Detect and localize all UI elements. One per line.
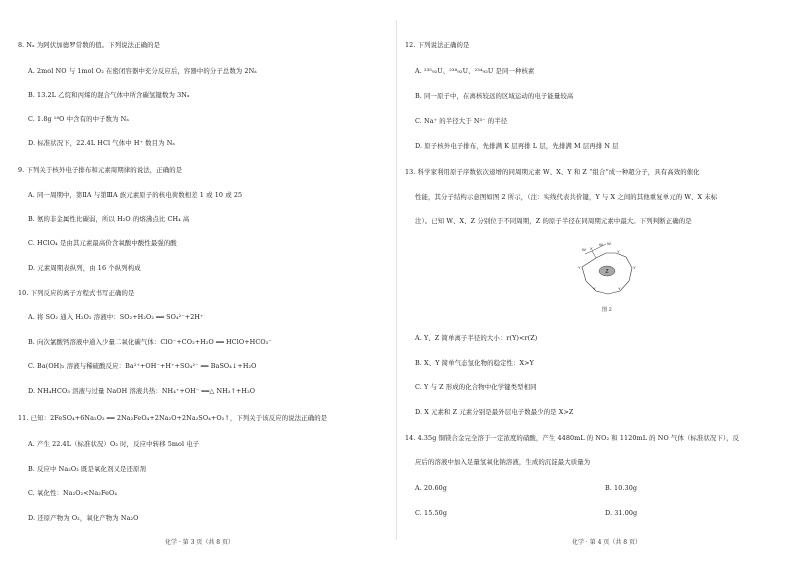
question-12-stem: 12. 下列说法正确的是 bbox=[405, 41, 470, 49]
question-10-stem: 10. 下列反应的离子方程式书写正确的是 bbox=[18, 289, 135, 297]
question-11-option-d: D. 还原产物为 O₂，氧化产物为 Na₂O bbox=[28, 514, 139, 522]
question-13-stem-line-2: 性能，其分子结构示意图如图 2 所示，（注：实线代表共价键，Y 与 X 之间的其他重复单元的 W、X 未标 bbox=[415, 193, 718, 201]
question-14-stem-line-2: 应后的溶液中加入足量氢氧化钠溶液，生成的沉淀最大质量为 bbox=[415, 458, 591, 466]
question-12-option-c: C. Na⁺ 的半径大于 N³⁻ 的半径 bbox=[415, 117, 508, 125]
question-12-option-b: B. 同一原子中，在离核较远的区域运动的电子能量较高 bbox=[415, 92, 574, 100]
ring-label-y: Y bbox=[578, 265, 581, 270]
question-12-option-d: D. 原子核外电子排布，先排满 K 层再排 L 层，先排满 M 层再排 N 层 bbox=[415, 142, 619, 150]
ring-label-y: Y bbox=[617, 249, 620, 254]
question-8-option-a: A. 2mol NO 与 1mol O₂ 在密闭容器中充分反应后，容器中的分子总数为 2Nₐ bbox=[28, 67, 257, 75]
atom-label-w: W bbox=[599, 242, 603, 247]
question-14-option-c: C. 15.50g bbox=[415, 509, 448, 517]
question-8-option-c: C. 1.8g ¹⁸O 中含有的中子数为 Nₐ bbox=[28, 115, 129, 123]
question-13-option-a: A. Y、Z 简单离子半径的大小：r(Y)<r(Z) bbox=[415, 334, 538, 342]
page-footer: 化学 · 第 4 页（共 8 页） bbox=[572, 539, 641, 546]
figure-caption: 图 2 bbox=[602, 307, 612, 313]
ring-label-y: Y bbox=[593, 286, 596, 291]
question-10-option-c: C. Ba(OH)₂ 溶液与稀硫酸反应：Ba²⁺+OH⁻+H⁺+SO₄²⁻ ══ BaSO₄↓+H₂O bbox=[28, 362, 257, 370]
substituent-group bbox=[585, 244, 606, 258]
question-13-option-c: C. Y 与 Z 形成的化合物中化学键类型相同 bbox=[415, 383, 537, 391]
question-11-option-c: C. 氧化性：Na₂O₂<Na₂FeO₄ bbox=[28, 489, 118, 497]
atom-label-w: W bbox=[607, 241, 611, 246]
atom-label-w: W bbox=[582, 247, 586, 252]
question-14-option-d: D. 31.00g bbox=[605, 509, 638, 517]
question-14-option-a: A. 20.60g bbox=[415, 484, 447, 492]
question-11-stem: 11. 已知：2FeSO₄+6Na₂O₂ ══ 2Na₂FeO₄+2Na₂O+2Na₂SO₄+O₂↑，下列关于该反应的说法正确的是 bbox=[18, 414, 328, 422]
page-footer: 化学 · 第 3 页（共 8 页） bbox=[165, 539, 234, 546]
question-10-option-d: D. NH₄HCO₃ 溶液与过量 NaOH 溶液共热：NH₄⁺+OH⁻ ══△ NH₃↑+H₂O bbox=[28, 387, 256, 395]
question-13-stem-line-3: 注）。已知 W、X、Z 分别位于不同周期，Z 的原子半径在同周期元素中最大。下列判断正确的是 bbox=[415, 217, 692, 225]
question-8-stem: 8. Nₐ 为阿伏加德罗常数的值。下列说法正确的是 bbox=[18, 41, 161, 49]
question-9-option-b: B. 氨的非金属性比碳弱，所以 H₂O 的熔沸点比 CH₄ 高 bbox=[28, 215, 190, 223]
question-13-option-b: B. X、Y 简单气态氢化物的稳定性：X>Y bbox=[415, 359, 534, 367]
question-9-option-c: C. HClO₄ 是由其元素最高价含氧酸中酸性最强的酸 bbox=[28, 239, 177, 247]
question-9-stem: 9. 下列关于核外电子排布和元素周期律的说法，正确的是 bbox=[18, 166, 183, 174]
question-10-option-a: A. 将 SO₂ 通入 H₂O₂ 溶液中：SO₂+H₂O₂ ══ SO₄²⁻+2H⁺ bbox=[28, 313, 204, 321]
question-13-option-d: D. X 元素和 Z 元素分别是最外层电子数最少的是 X>Z bbox=[415, 408, 574, 416]
supramolecule-structure-figure bbox=[572, 241, 642, 307]
question-12-option-a: A. ²³⁵₉₂U、²³⁸₉₂U、²³⁴₉₂U 是同一种核素 bbox=[415, 67, 535, 75]
ring-label-y: Y bbox=[633, 265, 636, 270]
question-10-option-b: B. 向次氯酸钙溶液中通入少量二氧化碳气体：ClO⁻+CO₂+H₂O ══ HClO+HCO₃⁻ bbox=[28, 338, 272, 346]
question-14-option-b: B. 10.30g bbox=[605, 484, 638, 492]
question-8-option-d: D. 标准状况下，22.4L HCl 气体中 H⁺ 数目为 Nₐ bbox=[28, 139, 175, 147]
ring-label-y: Y bbox=[618, 286, 621, 291]
question-14-stem-line-1: 14. 4.35g 铜镁合金完全溶于一定浓度的硝酸，产生 4480mL 的 NO₂ 和 1120mL 的 NO 气体（标准状况下），反 bbox=[405, 434, 740, 442]
question-9-option-d: D. 元素周期表纵列，由 16 个纵列构成 bbox=[28, 264, 141, 272]
question-11-option-a: A. 产生 22.4L（标准状况）O₂ 时，反应中转移 5mol 电子 bbox=[28, 440, 200, 448]
atom-label-x: X bbox=[590, 246, 593, 251]
question-11-option-b: B. 反应中 Na₂O₂ 既是氧化剂又是还原剂 bbox=[28, 465, 146, 473]
central-atom-label: Z bbox=[605, 269, 609, 275]
question-8-option-b: B. 13.2L 乙烷和丙烯的混合气体中所含碳氢键数为 3Nₐ bbox=[28, 91, 190, 99]
question-13-stem-line-1: 13. 科学家利用原子序数依次递增的同周期元素 W、X、Y 和 Z “组合”成一种超分子，具有高效的催化 bbox=[405, 168, 700, 176]
page-right bbox=[397, 0, 794, 562]
question-9-option-a: A. 同一周期中，第ⅡA 与第ⅢA 族元素原子的核电荷数相差 1 或 10 或 25 bbox=[28, 191, 243, 199]
